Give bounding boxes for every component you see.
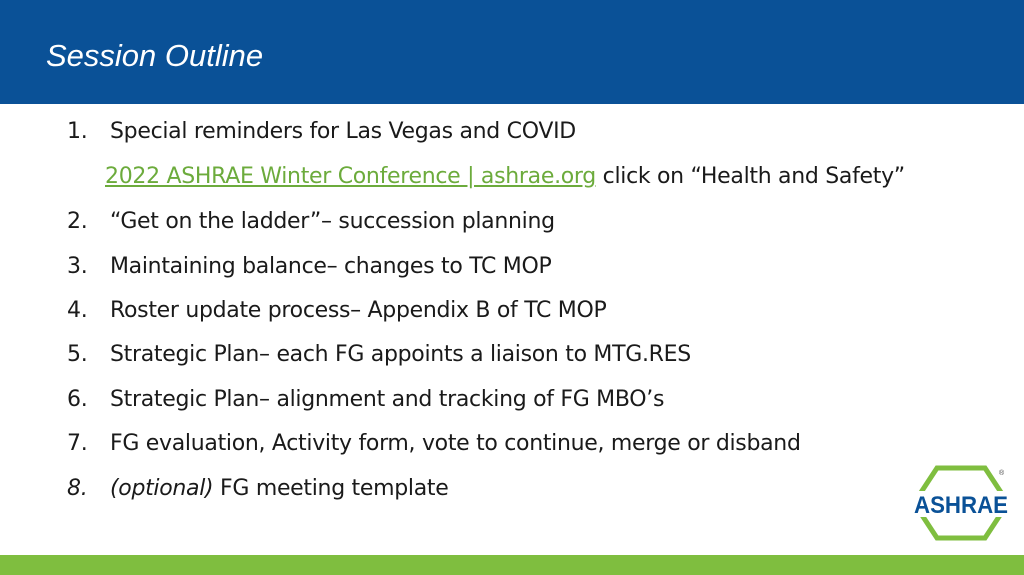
item-text: Strategic Plan– each FG appoints a liaison to MTG.RES <box>110 342 691 367</box>
item-text <box>110 476 448 501</box>
item-text: Roster update process– Appendix B of TC MOP <box>110 298 607 323</box>
footer-bar <box>0 555 1024 575</box>
item-text: “Get on the ladder”– succession planning <box>110 209 555 234</box>
item-italic-text: (optional) <box>110 476 214 501</box>
item-number: 2. <box>67 209 88 234</box>
ashrae-logo <box>910 464 1012 542</box>
logo-wordmark: ASHRAE <box>914 492 1008 519</box>
conference-link[interactable]: 2022 ASHRAE Winter Conference | ashrae.org <box>105 164 596 189</box>
slide-title: Session Outline <box>46 38 264 73</box>
item-text: FG evaluation, Activity form, vote to continue, merge or disband <box>110 431 801 456</box>
item-number: 1. <box>67 119 88 144</box>
item-text: Special reminders for Las Vegas and COVID <box>110 119 576 144</box>
registered-mark: ® <box>999 470 1005 477</box>
link-line <box>105 164 905 189</box>
item-number: 4. <box>67 298 88 323</box>
item-number: 3. <box>67 254 88 279</box>
link-suffix-text: click on “Health and Safety” <box>595 164 905 189</box>
item-text: Strategic Plan– alignment and tracking of FG MBO’s <box>110 387 665 412</box>
item-text: Maintaining balance– changes to TC MOP <box>110 254 552 279</box>
item-number: 8. <box>67 476 88 501</box>
item-number: 6. <box>67 387 88 412</box>
item-rest-text: FG meeting template <box>213 476 449 501</box>
item-number: 5. <box>67 342 88 367</box>
item-number: 7. <box>67 431 88 456</box>
